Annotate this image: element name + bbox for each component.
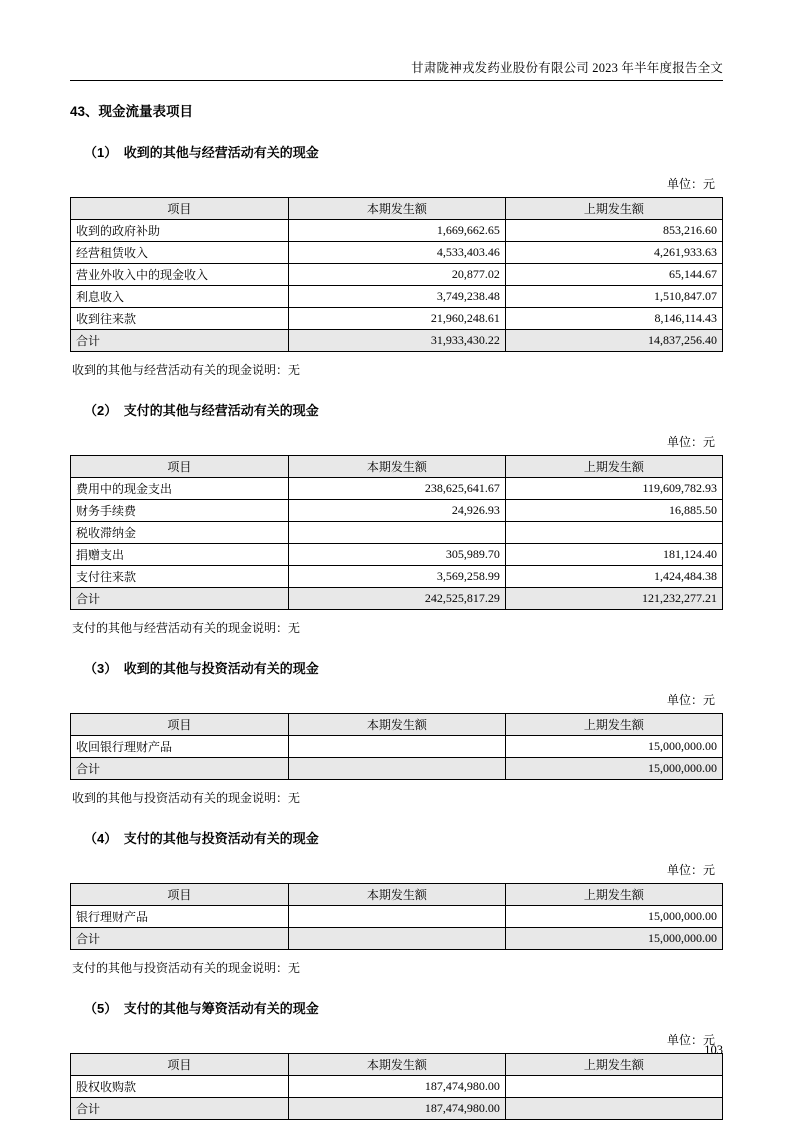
table-total-row — [71, 330, 723, 352]
row-previous — [505, 1076, 722, 1098]
table-row — [71, 566, 723, 588]
column-header-previous: 上期发生额 — [505, 198, 722, 220]
row-previous: 15,000,000.00 — [505, 906, 722, 928]
row-current: 4,533,403.46 — [288, 242, 505, 264]
row-item: 捐赠支出 — [71, 544, 289, 566]
table-header-row — [71, 884, 723, 906]
page-content — [70, 92, 723, 1120]
row-previous: 65,144.67 — [505, 264, 722, 286]
total-current: 31,933,430.22 — [288, 330, 505, 352]
row-current — [288, 906, 505, 928]
row-previous: 1,424,484.38 — [505, 566, 722, 588]
row-item: 税收滞纳金 — [71, 522, 289, 544]
row-previous: 8,146,114.43 — [505, 308, 722, 330]
total-previous — [505, 1098, 722, 1120]
subsection-title-5: （5） 支付的其他与筹资活动有关的现金 — [84, 1001, 319, 1016]
note-3: 收到的其他与投资活动有关的现金说明：无 — [72, 791, 301, 805]
table-row — [71, 478, 723, 500]
row-current: 20,877.02 — [288, 264, 505, 286]
row-previous: 16,885.50 — [505, 500, 722, 522]
unit-label-5: 单位：元 — [666, 1033, 715, 1047]
subsection-title-1: （1） 收到的其他与经营活动有关的现金 — [84, 145, 319, 160]
column-header-item: 项目 — [71, 1054, 289, 1076]
column-header-current: 本期发生额 — [288, 198, 505, 220]
column-header-previous: 上期发生额 — [505, 884, 722, 906]
table-total-row — [71, 928, 723, 950]
row-current: 3,749,238.48 — [288, 286, 505, 308]
row-current: 3,569,258.99 — [288, 566, 505, 588]
row-current — [288, 736, 505, 758]
column-header-previous: 上期发生额 — [505, 714, 722, 736]
row-current: 24,926.93 — [288, 500, 505, 522]
row-item: 费用中的现金支出 — [71, 478, 289, 500]
table-row — [71, 736, 723, 758]
unit-label-4: 单位：元 — [666, 863, 715, 877]
row-current: 21,960,248.61 — [288, 308, 505, 330]
column-header-previous: 上期发生额 — [505, 1054, 722, 1076]
row-current — [288, 522, 505, 544]
row-current: 1,669,662.65 — [288, 220, 505, 242]
row-item: 收回银行理财产品 — [71, 736, 289, 758]
column-header-current: 本期发生额 — [288, 456, 505, 478]
subsection-title-4: （4） 支付的其他与投资活动有关的现金 — [84, 831, 319, 846]
total-label: 合计 — [71, 588, 289, 610]
table-row — [71, 500, 723, 522]
row-previous: 4,261,933.63 — [505, 242, 722, 264]
table-row — [71, 242, 723, 264]
row-previous: 853,216.60 — [505, 220, 722, 242]
subsection-title-3: （3） 收到的其他与投资活动有关的现金 — [84, 661, 319, 676]
cash-flow-table-4 — [70, 883, 723, 950]
note-2: 支付的其他与经营活动有关的现金说明：无 — [72, 621, 301, 635]
table-row — [71, 286, 723, 308]
table-row — [71, 220, 723, 242]
table-total-row — [71, 1098, 723, 1120]
total-label: 合计 — [71, 1098, 289, 1120]
table-row — [71, 544, 723, 566]
total-current — [288, 758, 505, 780]
row-item: 财务手续费 — [71, 500, 289, 522]
note-1: 收到的其他与经营活动有关的现金说明：无 — [72, 363, 301, 377]
row-previous: 15,000,000.00 — [505, 736, 722, 758]
row-previous: 1,510,847.07 — [505, 286, 722, 308]
cash-flow-table-5 — [70, 1053, 723, 1120]
table-total-row — [71, 758, 723, 780]
table-header-row — [71, 456, 723, 478]
cash-flow-table-1 — [70, 197, 723, 352]
subsection-title-2: （2） 支付的其他与经营活动有关的现金 — [84, 403, 319, 418]
total-label: 合计 — [71, 330, 289, 352]
total-current: 187,474,980.00 — [288, 1098, 505, 1120]
unit-label-2: 单位：元 — [666, 435, 715, 449]
row-item: 收到的政府补助 — [71, 220, 289, 242]
table-header-row — [71, 714, 723, 736]
row-item: 支付往来款 — [71, 566, 289, 588]
row-previous: 119,609,782.93 — [505, 478, 722, 500]
total-current: 242,525,817.29 — [288, 588, 505, 610]
row-previous: 181,124.40 — [505, 544, 722, 566]
column-header-current: 本期发生额 — [288, 884, 505, 906]
column-header-previous: 上期发生额 — [505, 456, 722, 478]
cash-flow-table-2 — [70, 455, 723, 610]
column-header-item: 项目 — [71, 884, 289, 906]
total-previous: 121,232,277.21 — [505, 588, 722, 610]
table-row — [71, 906, 723, 928]
table-row — [71, 522, 723, 544]
column-header-item: 项目 — [71, 714, 289, 736]
page-number: 103 — [704, 1043, 723, 1057]
total-current — [288, 928, 505, 950]
total-previous: 15,000,000.00 — [505, 928, 722, 950]
total-label: 合计 — [71, 758, 289, 780]
column-header-item: 项目 — [71, 456, 289, 478]
column-header-current: 本期发生额 — [288, 714, 505, 736]
row-item: 股权收购款 — [71, 1076, 289, 1098]
total-label: 合计 — [71, 928, 289, 950]
row-item: 银行理财产品 — [71, 906, 289, 928]
cash-flow-table-3 — [70, 713, 723, 780]
table-row — [71, 308, 723, 330]
row-item: 收到往来款 — [71, 308, 289, 330]
row-item: 利息收入 — [71, 286, 289, 308]
running-header: 甘肃陇神戎发药业股份有限公司 2023 年半年度报告全文 — [411, 61, 723, 75]
row-item: 经营租赁收入 — [71, 242, 289, 264]
table-header-row — [71, 198, 723, 220]
total-previous: 15,000,000.00 — [505, 758, 722, 780]
row-current: 305,989.70 — [288, 544, 505, 566]
section-title: 43、现金流量表项目 — [70, 104, 194, 119]
header-divider — [70, 80, 723, 81]
unit-label-1: 单位：元 — [666, 177, 715, 191]
row-current: 187,474,980.00 — [288, 1076, 505, 1098]
note-4: 支付的其他与投资活动有关的现金说明：无 — [72, 961, 301, 975]
table-total-row — [71, 588, 723, 610]
row-previous — [505, 522, 722, 544]
total-previous: 14,837,256.40 — [505, 330, 722, 352]
column-header-item: 项目 — [71, 198, 289, 220]
unit-label-3: 单位：元 — [666, 693, 715, 707]
row-item: 营业外收入中的现金收入 — [71, 264, 289, 286]
table-row — [71, 264, 723, 286]
column-header-current: 本期发生额 — [288, 1054, 505, 1076]
table-row — [71, 1076, 723, 1098]
row-current: 238,625,641.67 — [288, 478, 505, 500]
